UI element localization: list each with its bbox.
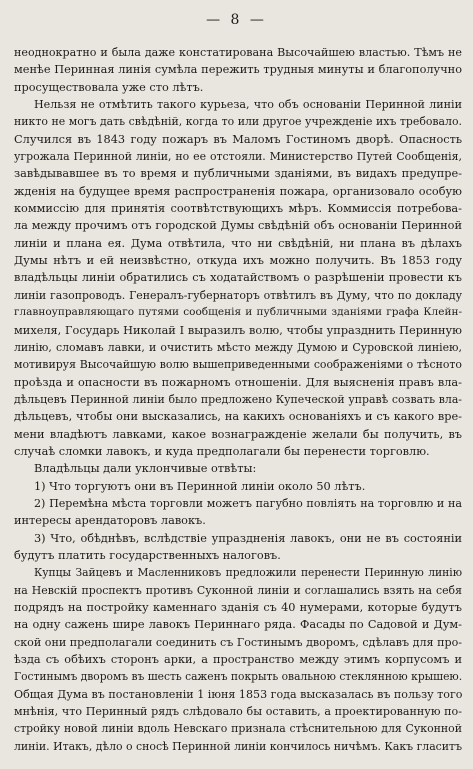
- text-line: Нельзя не отмѣтить такого курьеза, что объ основаніи Перинной линіи: [34, 98, 462, 112]
- text-line: мнѣнія, что Перинный рядъ слѣдовало бы оставить, а проектированную по-: [14, 705, 462, 719]
- text-line: подрядъ на постройку каменнаго зданія съ 40 нумерами, которые будутъ: [14, 601, 462, 614]
- text-line: главноуправляющаго путями сообщенія и публичными зданіями графа Клейн-: [14, 306, 462, 319]
- text-line: линію, сломавъ лавки, и очистить мѣсто между Думою и Суровской линіею,: [14, 340, 462, 354]
- text-line: менѣе Перинная линія сумѣла пережить трудныя минуты и благополучно: [14, 63, 462, 77]
- text-line: 3) Что, обѣднѣвъ, вслѣдствіе упраздненія лавокъ, они не въ состояніи: [34, 531, 462, 545]
- text-line: линіи и плана ея. Дума отвѣтила, что ни свѣдѣній, ни плана въ дѣлахъ: [14, 236, 462, 250]
- text-line: Гостинымъ дворомъ въ шесть саженъ покрыть овальною стеклянною крышею.: [14, 670, 462, 684]
- text-line: Думы нѣтъ и ей неизвѣстно, откуда ихъ можно получить. Въ 1853 году: [14, 254, 462, 268]
- page-number: — 8 —: [206, 12, 267, 28]
- text-line: никто не могъ дать свѣдѣній, когда то или другое учрежденіе ихъ требовало.: [14, 115, 462, 129]
- text-line: ской они предполагали соединить съ Гостинымъ дворомъ, сдѣлавъ для про-: [14, 635, 462, 649]
- text-line: Владѣльцы дали уклончивые отвѣты:: [34, 462, 257, 476]
- text-line: дѣльцевъ, чтобы они высказались, на какихъ основаніяхъ и съ какого вре-: [14, 410, 462, 424]
- text-line: ла между прочимъ отъ городской Думы свѣдѣній объ основаніи Перинной: [14, 219, 462, 233]
- text-line: Купцы Зайцевъ и Масленниковъ предложили перенести Перинную линію: [34, 566, 462, 580]
- text-line: неоднократно и была даже констатирована Высочайшею властью. Тѣмъ не: [14, 46, 462, 59]
- text-line: случаѣ сломки лавокъ, и куда предполагали бы перенести торговлю.: [14, 444, 430, 458]
- text-line: линіи. Итакъ, дѣло о сносѣ Перинной линіи кончилось ничѣмъ. Какъ гласитъ: [14, 739, 462, 753]
- text-line: на Невскій проспектъ противъ Суконной линіи и соглашались взять на себя: [14, 583, 462, 597]
- text-line: угрожала Перинной линіи, но ее отстояли. Министерство Путей Сообщенія,: [14, 150, 462, 164]
- text-line: просуществовала уже сто лѣтъ.: [14, 80, 204, 94]
- text-line: завѣдывавшее въ то время и публичными зданіями, въ видахъ предупре-: [14, 167, 462, 181]
- body-text: [14, 44, 462, 755]
- text-line: михеля, Государь Николай I выразилъ волю, чтобы упразднить Перинную: [14, 323, 462, 337]
- text-line: мени владѣютъ лавками, какое вознагражденіе желали бы получить, въ: [14, 427, 462, 441]
- text-line: ѣзда съ обѣихъ сторонъ арки, а пространство между этимъ корпусомъ и: [14, 653, 462, 667]
- text-line: проѣзда и опасности въ пожарномъ отношеніи. Для выясненія правъ вла-: [14, 375, 462, 389]
- text-line: будутъ платить государственныхъ налоговъ.: [14, 548, 281, 562]
- text-line: Случился въ 1843 году пожаръ въ Маломъ Гостиномъ дворѣ. Опасность: [14, 132, 462, 146]
- text-line: Общая Дума въ постановленіи 1 іюня 1853 года высказалась въ пользу того: [14, 687, 462, 701]
- text-line: 1) Что торгуютъ они въ Перинной линіи около 50 лѣтъ.: [34, 479, 366, 493]
- text-line: 2) Перемѣна мѣста торговли можетъ пагубно повліять на торговлю и на: [34, 496, 462, 510]
- text-line: дѣльцевъ Перинной линіи было предложено Купеческой управѣ созвать вла-: [14, 392, 462, 406]
- text-line: интересы арендаторовъ лавокъ.: [14, 514, 206, 528]
- text-line: на одну сажень шире лавокъ Периннаго ряда. Фасады по Садовой и Дум-: [14, 618, 462, 632]
- text-line: стройку новой линіи вдоль Невскаго признала стѣснительною для Суконной: [14, 722, 462, 736]
- text-line: жденія на будущее время распространенія пожара, организовало особую: [14, 184, 462, 198]
- text-line: мотивируя Высочайшую волю вышеприведенными соображеніями о тѣсното: [14, 358, 462, 372]
- text-line: коммиссію для принятія соотвѣтствующихъ мѣръ. Коммиссія потребова-: [14, 202, 462, 216]
- text-line: владѣльцы линіи обратились съ ходатайствомъ о разрѣшеніи провести къ: [14, 271, 462, 285]
- text-line: линіи газопроводъ. Генералъ-губернаторъ отвѣтилъ въ Думу, что по докладу: [14, 288, 462, 302]
